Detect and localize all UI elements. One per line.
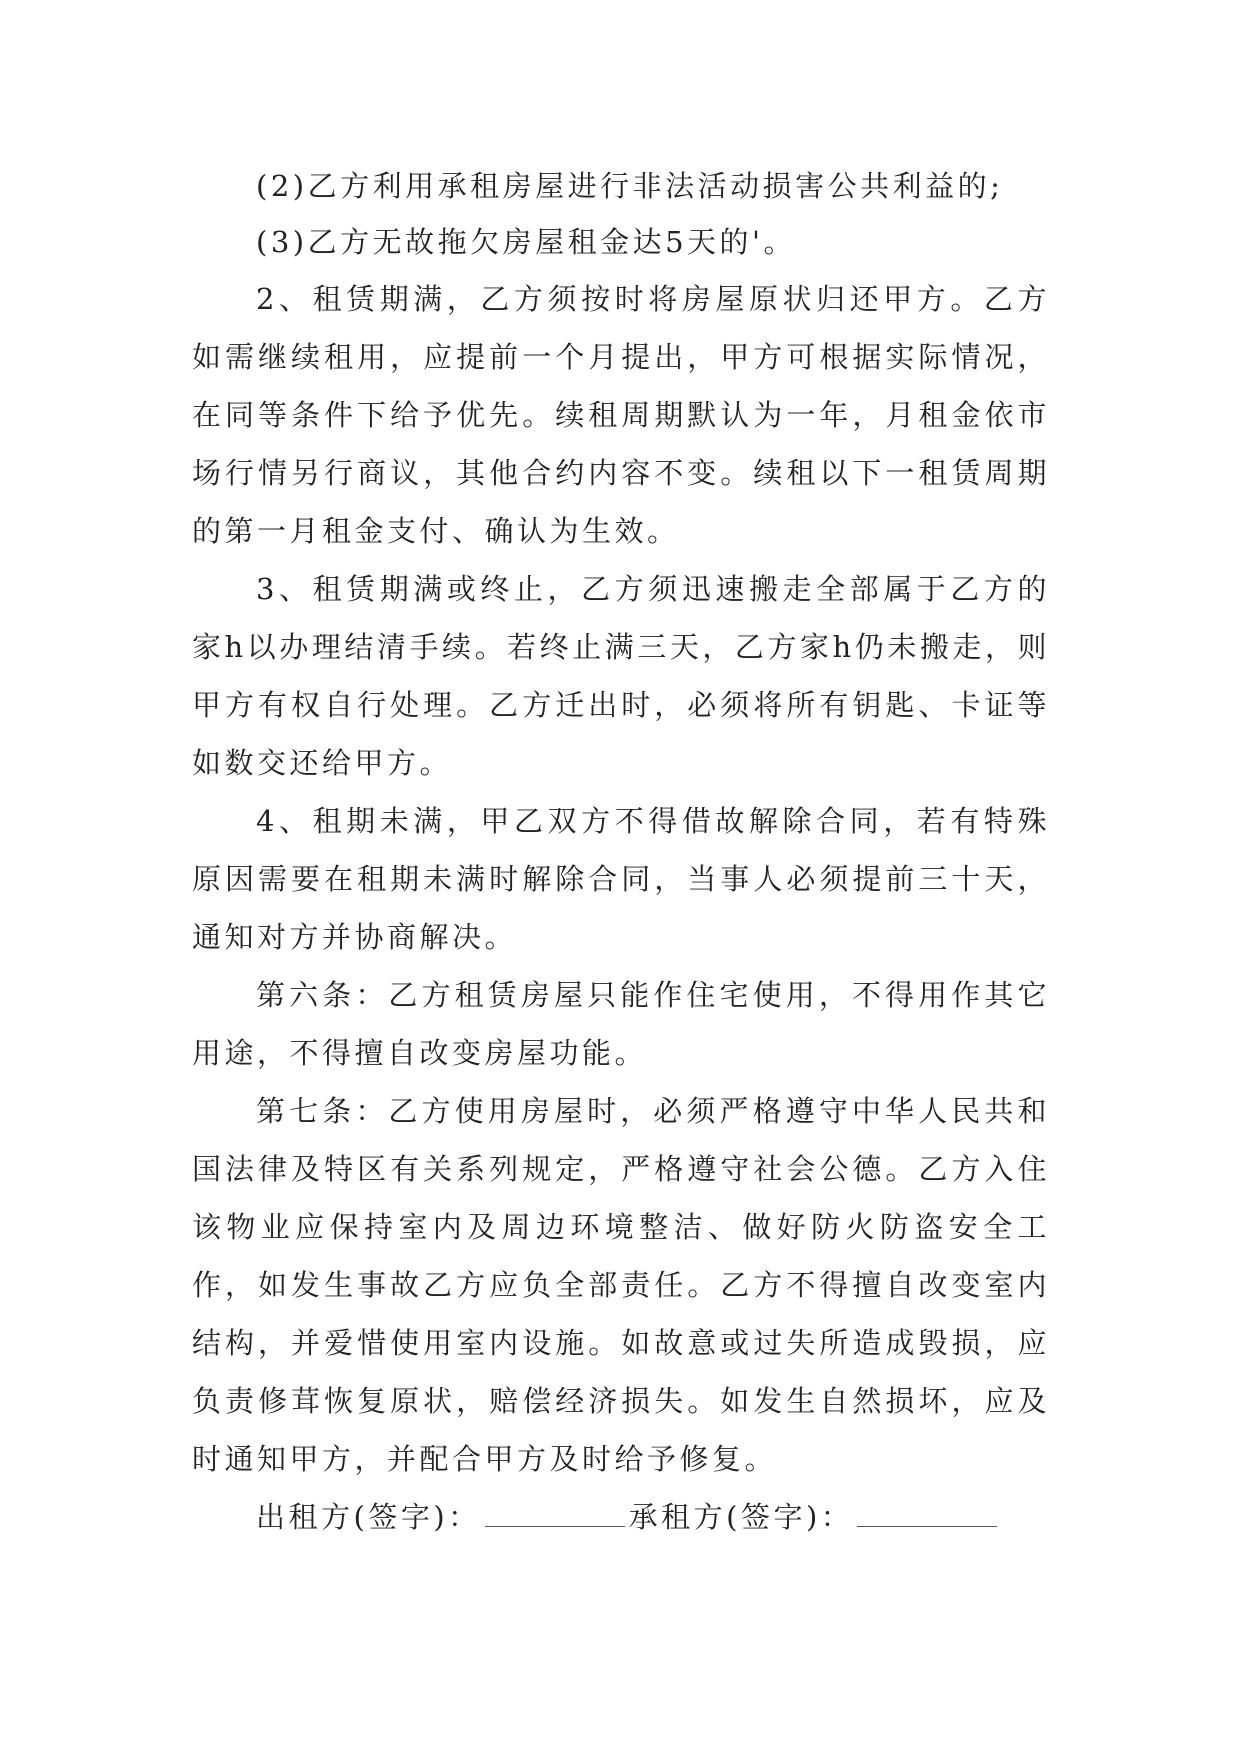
clause-move-out: 3、租赁期满或终止，乙方须迅速搬走全部属于乙方的家h以办理结清手续。若终止满三天，乙方家h仍未搬走，则甲方有权自行处理。乙方迁出时，必须将所有钥匙、卡证等如数交还给甲方。: [192, 572, 1050, 780]
clause-early-termination: 4、租期未满，甲乙双方不得借故解除合同，若有特殊原因需要在租期未满时解除合同，当事人必须提前三十天，通知对方并协商解决。: [192, 804, 1050, 954]
article-six: 第六条：乙方租赁房屋只能作住宅使用，不得用作其它用途，不得擅自改变房屋功能。: [192, 978, 1050, 1070]
lessor-signature-blank: [485, 1506, 625, 1527]
clause-3-sub: (3)乙方无故拖欠房屋租金达5天的'。: [256, 225, 797, 259]
lessee-signature-label: 承租方(签字)：: [628, 1500, 854, 1534]
signature-line: [192, 1488, 1050, 1546]
clause-2-sub: (2)乙方利用承租房屋进行非法活动损害公共利益的;: [256, 169, 1004, 203]
lessor-signature-label: 出租方(签字)：: [256, 1500, 481, 1534]
lessee-signature-blank: [857, 1506, 997, 1527]
article-seven: 第七条：乙方使用房屋时，必须严格遵守中华人民共和国法律及特区有关系列规定，严格遵守社会公德。乙方入住该物业应保持室内及周边环境整洁、做好防火防盗安全工作，如发生事故乙方应负全部责任。乙方不得擅自改变室内结构，并爱惜使用室内设施。如故意或过失所造成毁损，应负责修茸恢复原状，赔偿经济损失。如发生自然损坏，应及时通知甲方，并配合甲方及时给予修复。: [192, 1094, 1050, 1476]
clause-lease-expiry: 2、租赁期满，乙方须按时将房屋原状归还甲方。乙方如需继续租用，应提前一个月提出，甲方可根据实际情况，在同等条件下给予优先。续租周期默认为一年，月租金依市场行情另行商议，其他合约内容不变。续租以下一租赁周期的第一月租金支付、确认为生效。: [192, 282, 1050, 548]
document-page: [192, 158, 1050, 1546]
